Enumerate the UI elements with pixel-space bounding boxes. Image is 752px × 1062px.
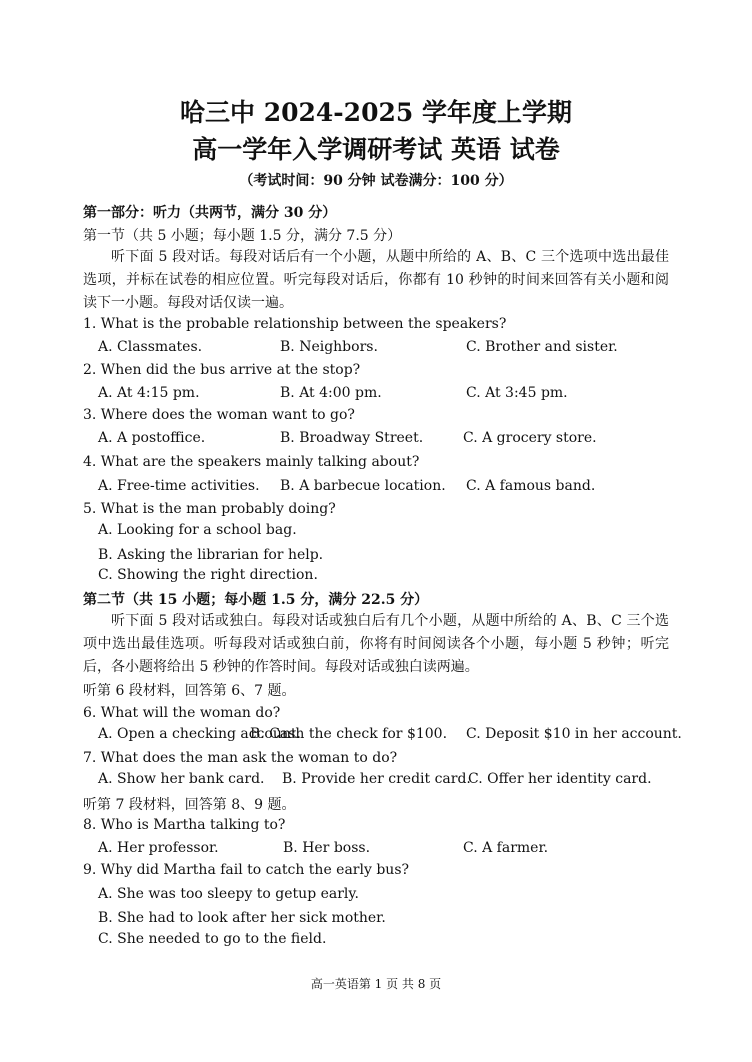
section2-heading: 第二节（共 15 小题；每小题 1.5 分，满分 22.5 分） [83, 592, 429, 608]
exam-title-line2: 高一学年入学调研考试 英语 试卷 [192, 135, 560, 164]
exam-title-line1: 哈三中 2024-2025 学年度上学期 [180, 98, 572, 127]
question-7-option-b: B. Provide her credit card. [282, 771, 471, 787]
question-6-stem: 6. What will the woman do? [83, 705, 281, 721]
exam-subtitle: （考试时间：90 分钟 试卷满分：100 分） [239, 173, 513, 189]
question-9-option-c: C. She needed to go to the field. [98, 931, 327, 947]
question-8-option-c: C. A farmer. [463, 840, 549, 856]
question-4-option-a: A. Free-time activities. [98, 478, 260, 494]
question-5-option-a: A. Looking for a school bag. [98, 522, 297, 538]
question-7-stem: 7. What does the man ask the woman to do? [83, 750, 398, 766]
question-2-option-b: B. At 4:00 pm. [280, 385, 382, 401]
question-3-option-a: A. A postoffice. [98, 430, 206, 446]
question-5-option-b: B. Asking the librarian for help. [98, 547, 324, 563]
question-9-stem: 9. Why did Martha fail to catch the early bus? [83, 862, 410, 878]
question-8-option-b: B. Her boss. [283, 840, 371, 856]
question-2-option-a: A. At 4:15 pm. [98, 385, 200, 401]
question-6-option-a: A. Open a checking account. [98, 726, 301, 742]
question-5-stem: 5. What is the man probably doing? [83, 501, 336, 517]
question-6-option-b: B. Cash the check for $100. [250, 726, 448, 742]
question-7-option-c: C. Offer her identity card. [468, 771, 652, 787]
question-6-option-c: C. Deposit $10 in her account. [466, 726, 682, 742]
question-1-option-b: B. Neighbors. [280, 339, 378, 355]
section1-instructions: 听下面 5 段对话。每段对话后有一个小题，从题中所给的 A、B、C 三个选项中选出最佳选项，并标在试卷的相应位置。听完每段对话后，你都有 10 秒钟的时间来回答有关小题和阅读下一小题。每段对话仅读一遍。 [83, 249, 669, 311]
question-8-stem: 8. Who is Martha talking to? [83, 817, 286, 833]
question-1-option-a: A. Classmates. [98, 339, 203, 355]
question-5-option-c: C. Showing the right direction. [98, 567, 318, 583]
material-7-note: 听第 7 段材料，回答第 8、9 题。 [83, 797, 296, 813]
section2-instructions: 听下面 5 段对话或独白。每段对话或独白后有几个小题，从题中所给的 A、B、C 三个选项中选出最佳选项。听每段对话或独白前，你将有时间阅读各个小题，每小题 5 秒钟；听完后，各小题将给出 5 秒钟的作答时间。每段对话或独白读两遍。 [83, 613, 669, 675]
question-2-stem: 2. When did the bus arrive at the stop? [83, 362, 361, 378]
material-6-note: 听第 6 段材料，回答第 6、7 题。 [83, 683, 296, 699]
question-3-stem: 3. Where does the woman want to go? [83, 407, 355, 423]
part1-heading: 第一部分：听力（共两节，满分 30 分） [83, 205, 337, 221]
question-3-option-b: B. Broadway Street. [280, 430, 424, 446]
question-4-option-b: B. A barbecue location. [280, 478, 446, 494]
page-footer: 高一英语第 1 页 共 8 页 [310, 977, 442, 991]
question-1-option-c: C. Brother and sister. [466, 339, 618, 355]
question-1-stem: 1. What is the probable relationship between the speakers? [83, 316, 507, 332]
question-8-option-a: A. Her professor. [98, 840, 219, 856]
question-3-option-c: C. A grocery store. [463, 430, 597, 446]
question-9-option-a: A. She was too sleepy to getup early. [98, 886, 359, 902]
question-7-option-a: A. Show her bank card. [98, 771, 265, 787]
question-9-option-b: B. She had to look after her sick mother. [98, 910, 386, 926]
question-2-option-c: C. At 3:45 pm. [466, 385, 568, 401]
question-4-stem: 4. What are the speakers mainly talking about? [83, 454, 420, 470]
section1-heading: 第一节（共 5 小题；每小题 1.5 分，满分 7.5 分） [83, 228, 402, 244]
question-4-option-c: C. A famous band. [466, 478, 596, 494]
